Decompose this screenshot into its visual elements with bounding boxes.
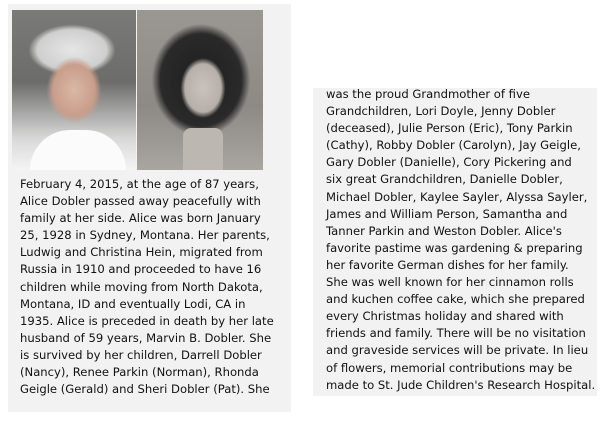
text-line: husband of 59 years, Marvin B. Dobler. She — [20, 330, 272, 345]
text-line: and graveside services will be private. In lieu — [326, 343, 589, 358]
text-line: is survived by her children, Darrell Dobler — [20, 347, 262, 362]
text-line: Grandchildren, Lori Doyle, Jenny Dobler — [326, 104, 556, 119]
text-line: Gary Dobler (Danielle), Cory Pickering and — [326, 155, 572, 170]
text-line: favorite pastime was gardening & preparing — [326, 240, 583, 255]
photo-elderly-alice — [12, 10, 136, 170]
text-line: 1935. Alice is preceded in death by her late — [20, 313, 274, 328]
obituary-text-left — [20, 176, 288, 398]
text-line: children while moving from North Dakota, — [20, 279, 263, 294]
text-line: Russia in 1910 and proceeded to have 16 — [20, 262, 262, 277]
text-line: James and William Person, Samantha and — [326, 206, 568, 221]
text-line: Geigle (Gerald) and Sheri Dobler (Pat). She — [20, 382, 270, 397]
text-line: Tanner Parkin and Weston Dobler. Alice's — [326, 223, 562, 238]
text-line: made to St. Jude Children's Research Hospital. — [326, 377, 596, 392]
text-line: Montana, ID and eventually Lodi, CA in — [20, 296, 246, 311]
obituary-text-right — [326, 86, 596, 394]
text-line: six great Grandchildren, Danielle Dobler, — [326, 172, 563, 187]
text-line: (Nancy), Renee Parkin (Norman), Rhonda — [20, 365, 259, 380]
text-line: was the proud Grandmother of five — [326, 87, 530, 101]
text-line: Michael Dobler, Kaylee Sayler, Alyssa Sayler, — [326, 189, 588, 204]
photo-young-alice — [137, 10, 263, 170]
text-line: friends and family. There will be no visitation — [326, 326, 586, 341]
text-line: every Christmas holiday and shared with — [326, 309, 564, 324]
text-line: family at her side. Alice was born January — [20, 211, 261, 226]
photo-young-neck — [183, 128, 223, 170]
text-line: Alice Dobler passed away peacefully with — [20, 194, 261, 209]
text-line: (deceased), Julie Person (Eric), Tony Parkin — [326, 121, 573, 136]
text-line: Ludwig and Christina Hein, migrated from — [20, 245, 263, 260]
text-line: of flowers, memorial contributions may be — [326, 360, 573, 375]
photo-elderly-shirt — [30, 130, 126, 170]
text-line: her favorite German dishes for her family. — [326, 257, 569, 272]
text-line: and kuchen coffee cake, which she prepared — [326, 292, 585, 307]
text-line: She was well known for her cinnamon rolls — [326, 275, 574, 290]
text-line: February 4, 2015, at the age of 87 years, — [20, 177, 259, 191]
text-line: (Cathy), Robby Dobler (Carolyn), Jay Geigle, — [326, 138, 581, 153]
text-line: 25, 1928 in Sydney, Montana. Her parents, — [20, 228, 270, 243]
